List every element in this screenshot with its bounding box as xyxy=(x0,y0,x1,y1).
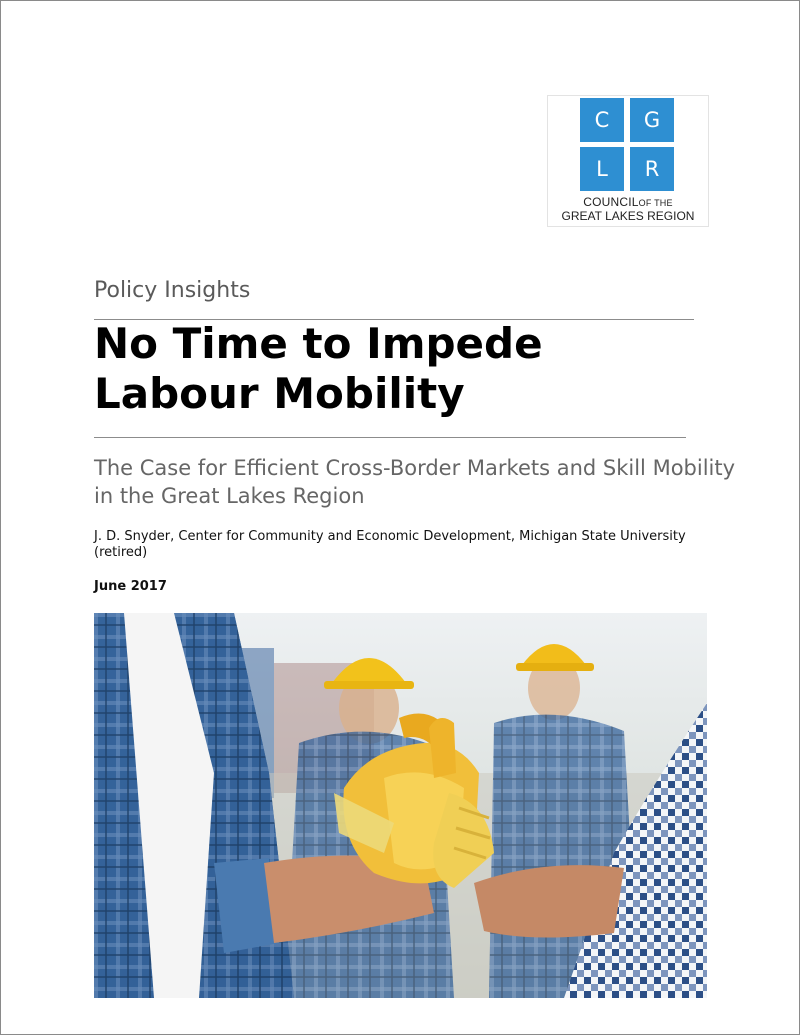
logo-tile-g: G xyxy=(630,98,674,142)
title-rule-bottom xyxy=(94,437,686,438)
logo-tile-l: L xyxy=(580,147,624,191)
logo-of-the: OF THE xyxy=(638,198,673,208)
logo-text-council xyxy=(548,195,708,209)
cglr-logo xyxy=(547,95,709,227)
logo-text-region: GREAT LAKES REGION xyxy=(561,209,695,223)
author-line: J. D. Snyder, Center for Community and Economic Development, Michigan State University (retired) xyxy=(94,529,686,560)
handshake-photo xyxy=(94,613,707,998)
logo-tile-r: R xyxy=(630,147,674,191)
document-title: No Time to Impede Labour Mobility xyxy=(94,319,543,418)
logo-council-word: COUNCIL xyxy=(583,195,639,209)
logo-tile-c: C xyxy=(580,98,624,142)
publication-date: June 2017 xyxy=(94,579,167,594)
series-label: Policy Insights xyxy=(94,278,251,303)
document-subtitle: The Case for Efficient Cross-Border Markets and Skill Mobility in the Great Lakes Region xyxy=(94,456,736,508)
